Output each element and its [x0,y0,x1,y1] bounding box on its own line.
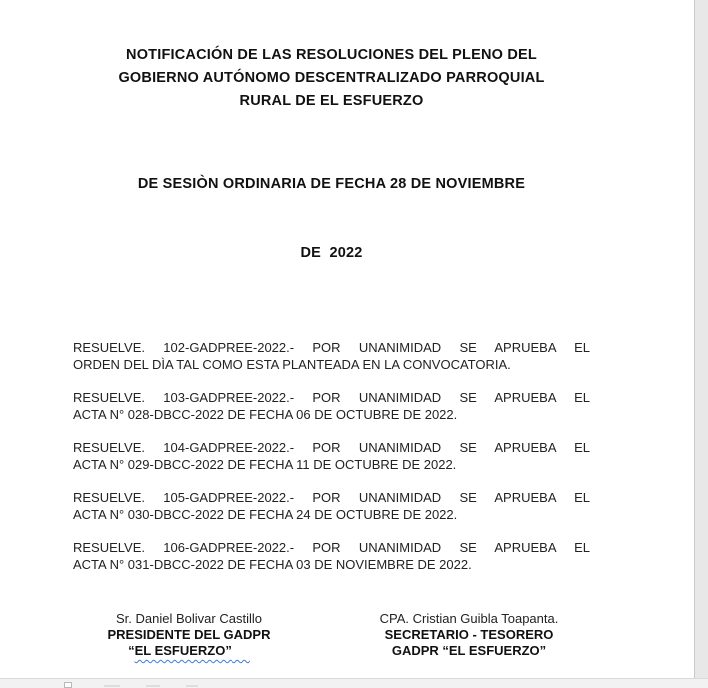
signature-block-president [73,611,305,659]
signer-name: CPA. Cristian Guibla Toapanta. [379,611,559,626]
signature-block-secretary [348,611,590,659]
status-bar-text-fragment [146,685,160,687]
resolution-paragraph [73,539,590,573]
spellcheck-squiggle-text: EL ESFUERZO” [134,643,232,658]
resolution-line: ACTA N° 030-DBCC-2022 DE FECHA 24 DE OCTUBRE DE 2022. [73,507,458,522]
document-body [73,0,590,589]
resolution-line: ACTA N° 031-DBCC-2022 DE FECHA 03 DE NOVIEMBRE DE 2022. [73,557,472,572]
page-outside-margin [694,0,708,688]
title-line: NOTIFICACIÓN DE LAS RESOLUCIONES DEL PLENO DEL [126,47,537,63]
signature-row [73,611,590,659]
signer-role-line [73,643,305,659]
resolution-line-justified: RESUELVE. 103-GADPREE-2022.- POR UNANIMIDAD SE APRUEBA EL [73,390,590,405]
subtitle-line: DE SESIÒN ORDINARIA DE FECHA 28 DE NOVIEMBRE [137,176,526,192]
resolution-paragraph [73,489,590,523]
signer-role-line: PRESIDENTE DEL GADPR [107,627,271,642]
resolution-paragraph [73,339,590,373]
signer-name: Sr. Daniel Bolivar Castillo [116,611,262,626]
resolution-line-justified: RESUELVE. 102-GADPREE-2022.- POR UNANIMIDAD SE APRUEBA EL [73,340,590,355]
resolution-line: ACTA N° 028-DBCC-2022 DE FECHA 06 DE OCTUBRE DE 2022. [73,407,458,422]
subtitle-line: DE 2022 [300,245,363,261]
resolution-line-justified: RESUELVE. 104-GADPREE-2022.- POR UNANIMIDAD SE APRUEBA EL [73,440,590,455]
status-bar-text-fragment [186,685,198,687]
title-line: RURAL DE EL ESFUERZO [239,93,424,109]
resolution-list [73,339,590,573]
document-subtitle [73,127,590,311]
resolution-line: ORDEN DEL DÌA TAL COMO ESTA PLANTEADA EN LA CONVOCATORIA. [73,357,511,372]
status-bar-page-icon [64,682,72,688]
resolution-paragraph [73,389,590,423]
resolution-line-justified: RESUELVE. 106-GADPREE-2022.- POR UNANIMIDAD SE APRUEBA EL [73,540,590,555]
resolution-line-justified: RESUELVE. 105-GADPREE-2022.- POR UNANIMIDAD SE APRUEBA EL [73,490,590,505]
status-bar [0,678,708,688]
quote-mark: “ [128,643,135,658]
signer-role-line: GADPR “EL ESFUERZO” [391,643,547,658]
signer-role-line: SECRETARIO - TESORERO [384,627,554,642]
status-bar-text-fragment [104,685,120,687]
resolution-paragraph [73,439,590,473]
title-line: GOBIERNO AUTÓNOMO DESCENTRALIZADO PARROQUIAL [118,70,545,86]
document-title [73,44,590,113]
resolution-line: ACTA N° 029-DBCC-2022 DE FECHA 11 DE OCTUBRE DE 2022. [73,457,457,472]
